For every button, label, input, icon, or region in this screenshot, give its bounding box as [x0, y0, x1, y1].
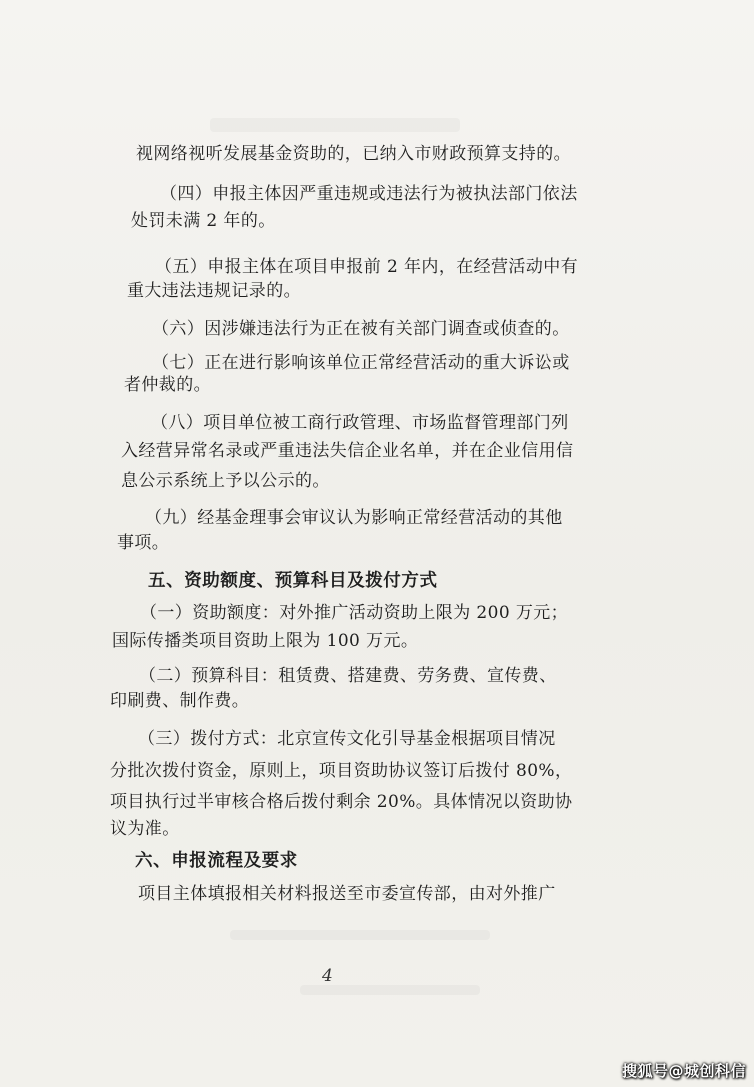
text-line: 者仲裁的。: [124, 375, 211, 395]
text-line: （五）申报主体在项目申报前 2 年内，在经营活动中有: [155, 257, 579, 277]
text-line: （六）因涉嫌违法行为正在被有关部门调查或侦查的。: [152, 319, 570, 339]
text-line: 处罚未满 2 年的。: [131, 211, 276, 231]
text-line: 项目执行过半审核合格后拨付剩余 20%。具体情况以资助协: [110, 792, 573, 812]
text-line: 重大违法违规记录的。: [127, 281, 301, 301]
text-line: （七）正在进行影响该单位正常经营活动的重大诉讼或: [152, 353, 570, 373]
text-line: 事项。: [117, 533, 170, 553]
text-line: （一）资助额度：对外推广活动资助上限为 200 万元；: [140, 603, 569, 623]
text-line: （四）申报主体因严重违规或违法行为被执法部门依法: [160, 184, 578, 204]
text-line: 印刷费、制作费。: [110, 691, 250, 711]
text-line: （二）预算科目：租赁费、搭建费、劳务费、宣传费、: [139, 666, 557, 686]
source-watermark: 搜狐号@城创科信: [621, 1062, 746, 1080]
text-line: 分批次拨付资金，原则上，项目资助协议签订后拨付 80%，: [110, 761, 573, 781]
text-line: （八）项目单位被工商行政管理、市场监督管理部门列: [151, 413, 569, 433]
text-line: 议为准。: [110, 819, 180, 839]
section-heading: 六、申报流程及要求: [135, 851, 298, 871]
page-number: 4: [322, 966, 333, 986]
text-line: 国际传播类项目资助上限为 100 万元。: [112, 631, 419, 651]
text-line: 项目主体填报相关材料报送至市委宣传部，由对外推广: [138, 884, 556, 904]
text-line: 入经营异常名录或严重违法失信企业名单，并在企业信用信: [121, 441, 574, 461]
text-line: （三）拨付方式：北京宣传文化引导基金根据项目情况: [138, 729, 556, 749]
section-heading: 五、资助额度、预算科目及拨付方式: [148, 571, 438, 591]
text-line: （九）经基金理事会审议认为影响正常经营活动的其他: [145, 508, 563, 528]
text-line: 息公示系统上予以公示的。: [121, 471, 330, 491]
text-line: 视网络视听发展基金资助的，已纳入市财政预算支持的。: [136, 144, 571, 164]
